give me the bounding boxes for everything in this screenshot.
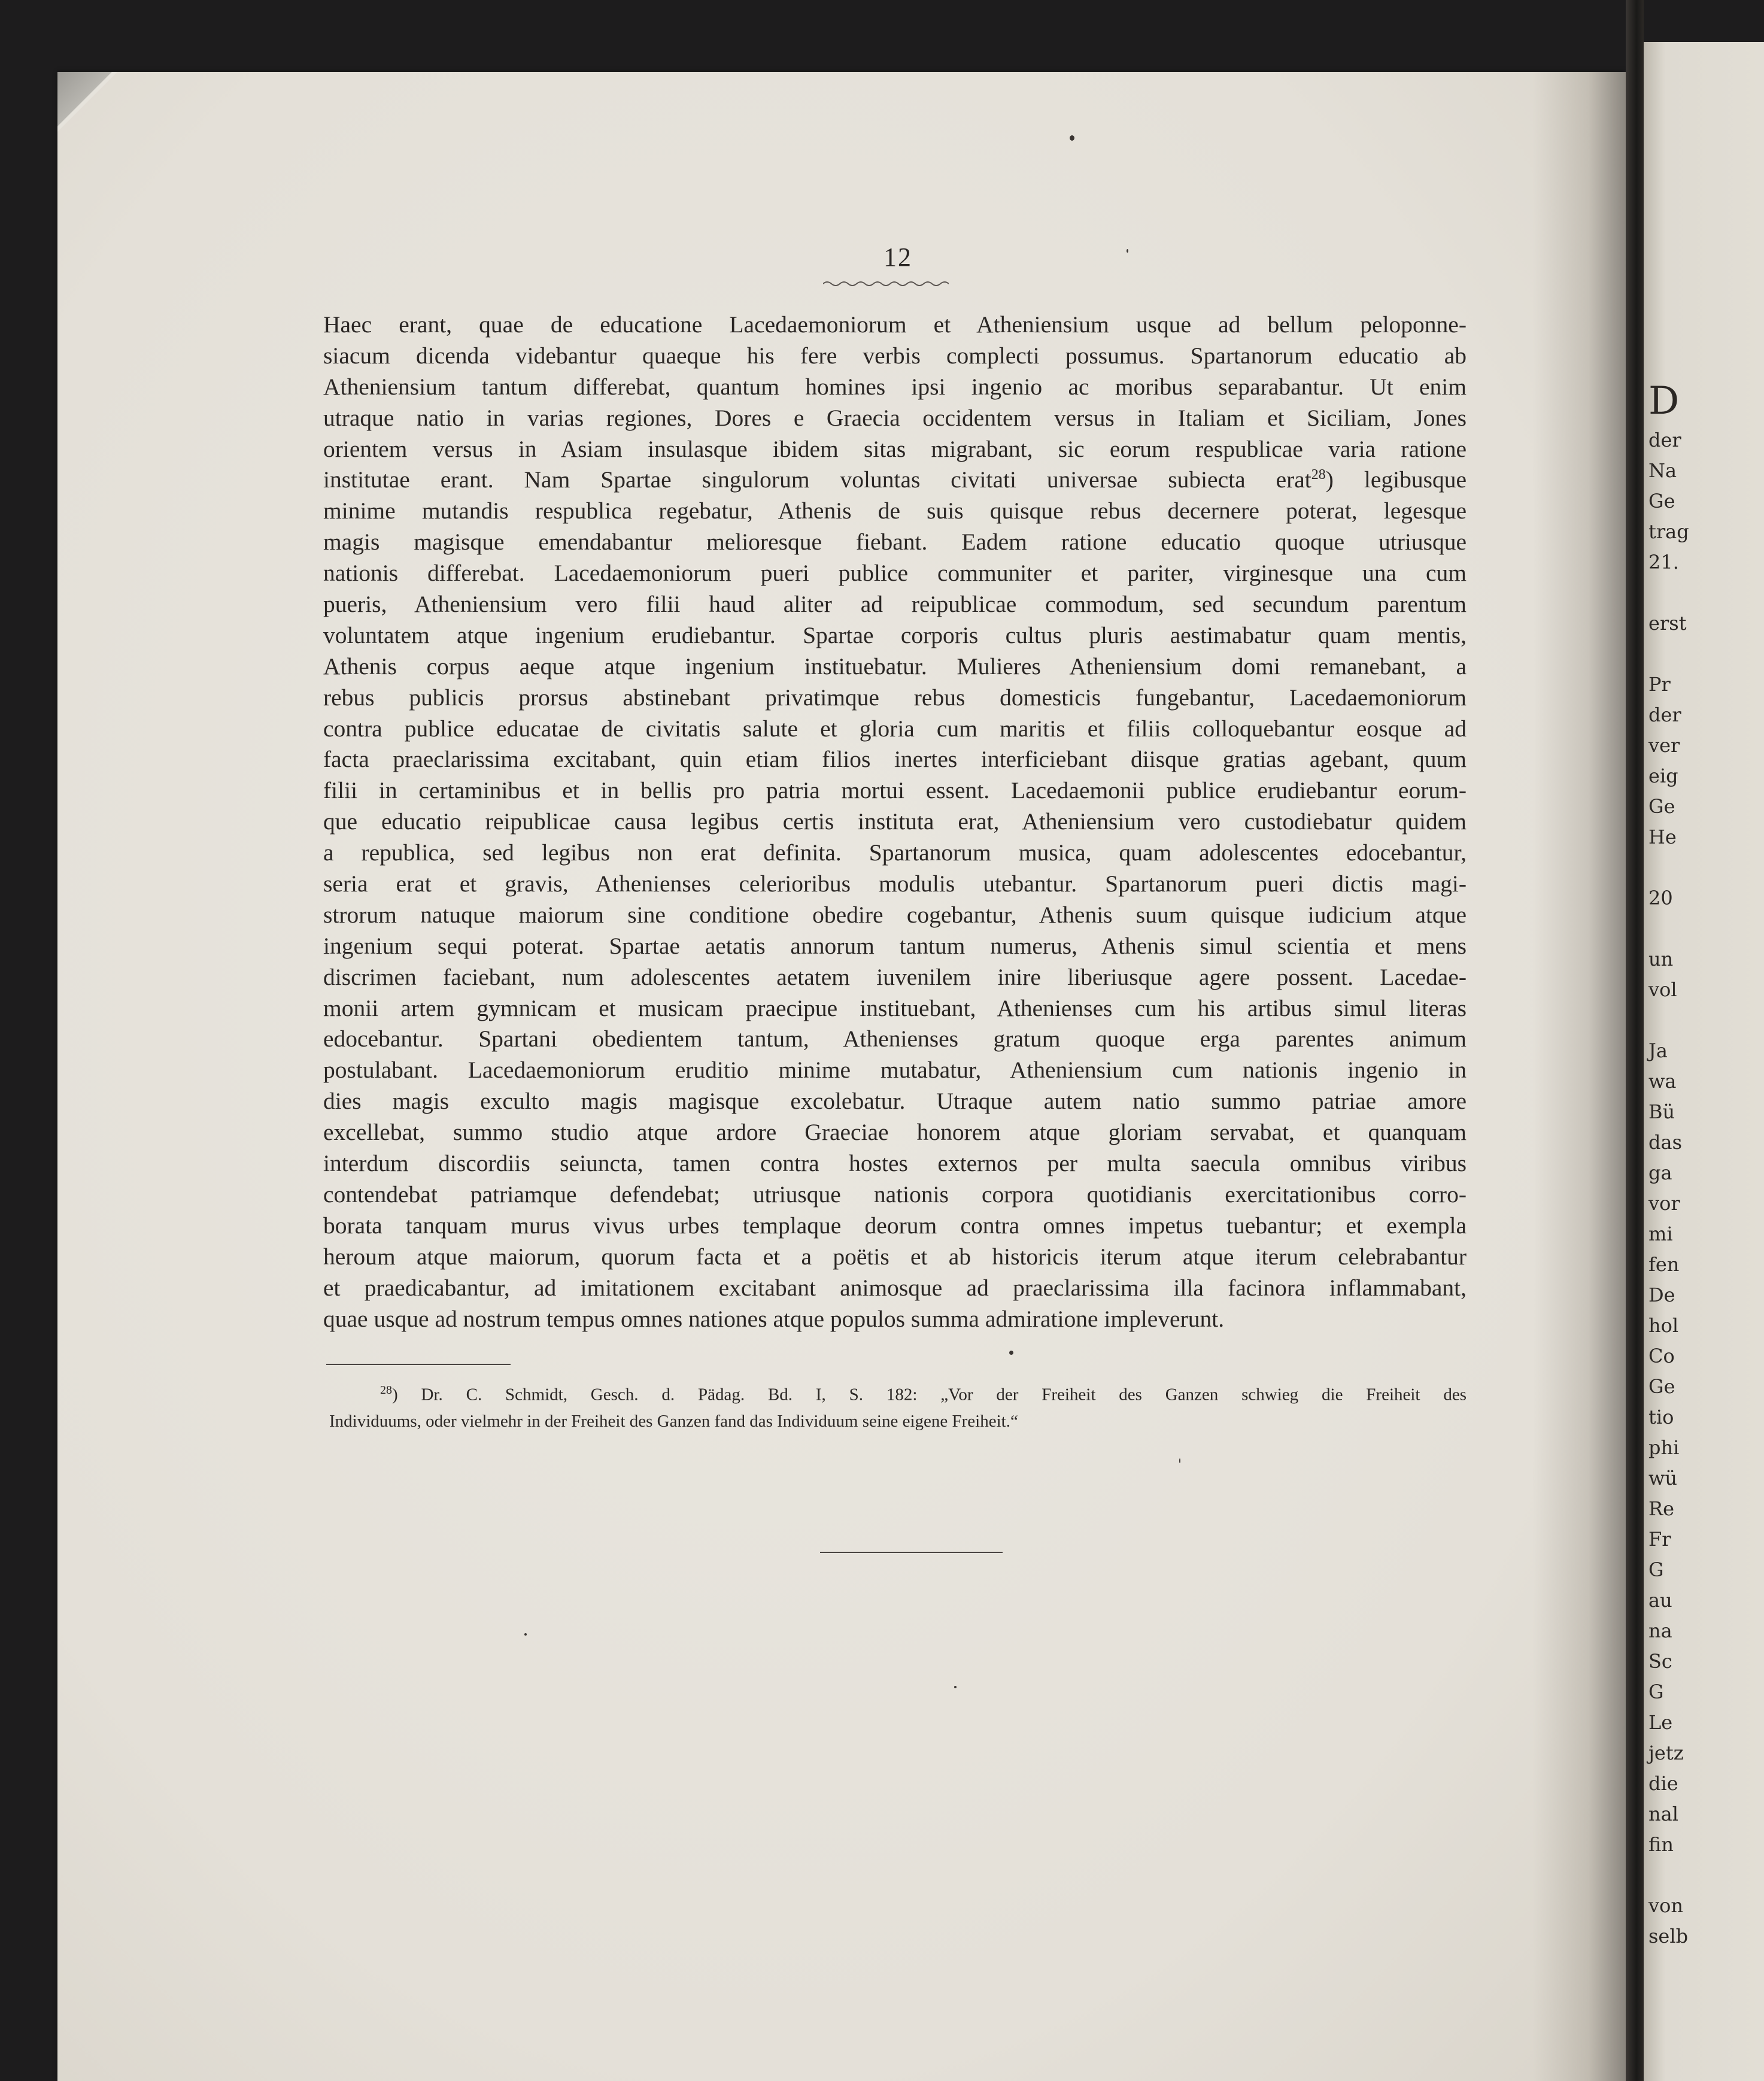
body-line: magis magisque emendabantur melioresque fiebant. Eadem ratione educatio quoque utriusque xyxy=(323,529,1467,556)
adjacent-page-fragment: erst xyxy=(1648,612,1687,635)
body-line: discrimen faciebant, num adolescentes aetatem iuvenilem inire liberiusque agere possent. Lacedae- xyxy=(323,963,1467,990)
body-line: et praedicabantur, ad imitationem excitabant animosque ad praeclarissima illa facinora inflammabant, xyxy=(323,1274,1467,1301)
footnote-marker: 28 xyxy=(380,1384,392,1397)
adjacent-page-fragment: Na xyxy=(1648,459,1677,482)
adjacent-page-fragment xyxy=(1648,914,1684,944)
adjacent-page-fragment: der xyxy=(1648,429,1681,451)
body-line: voluntatem atque ingenium erudiebantur. Spartae corporis cultus pluris aestimabatur quam mentis, xyxy=(323,621,1467,648)
adjacent-page-fragment: G xyxy=(1648,1558,1664,1581)
adjacent-page xyxy=(1644,42,1764,2081)
adjacent-page-fragment: wa xyxy=(1648,1070,1677,1093)
adjacent-page-fragment: von xyxy=(1648,1894,1683,1917)
body-line: strorum natuque maiorum sine conditione obedire cogebantur, Athenis suum quisque iudicium atque xyxy=(323,901,1467,928)
adjacent-page-fragment: die xyxy=(1648,1772,1678,1795)
adjacent-page-fragment: jetz xyxy=(1648,1742,1684,1764)
body-line: seria erat et gravis, Athenienses celerioribus modulis utebantur. Spartanorum pueri dictis magi- xyxy=(323,870,1467,897)
paper-speck xyxy=(1070,135,1074,141)
footnote-line-2: Individuums, oder vielmehr in der Freiheit des Ganzen fand das Individuum seine eigene Freiheit.“ xyxy=(329,1411,1018,1431)
adjacent-page-fragment: phi xyxy=(1648,1436,1680,1459)
adjacent-page-fragment: De xyxy=(1648,1284,1675,1306)
paper-speck xyxy=(1179,1458,1180,1463)
body-line: a republica, sed legibus non erat definita. Spartanorum musica, quam adolescentes edocebantur, xyxy=(323,839,1467,866)
body-line: Athenis corpus aeque atque ingenium instituebatur. Mulieres Atheniensium domi remanebant, a xyxy=(323,653,1467,679)
body-line: utraque natio in varias regiones, Dores e Graecia occidentem versus in Italiam et Siciliam, Jones xyxy=(323,404,1467,431)
body-line: ingenium sequi poterat. Spartae aetatis annorum tantum numerus, Athenis simul scientia et mens xyxy=(323,932,1467,959)
adjacent-page-fragment xyxy=(1648,639,1684,669)
adjacent-page-fragment: nal xyxy=(1648,1803,1678,1825)
adjacent-page-fragment: Fr xyxy=(1648,1528,1671,1551)
adjacent-page-fragment: un xyxy=(1648,948,1674,970)
adjacent-page-fragment: He xyxy=(1648,826,1677,848)
page-number-flourish xyxy=(823,279,949,289)
adjacent-page-fragment: Ja xyxy=(1648,1039,1668,1062)
adjacent-page-fragment: 20 xyxy=(1648,887,1673,909)
adjacent-page-fragment: Re xyxy=(1648,1497,1675,1520)
body-line: Atheniensium tantum differebat, quantum homines ipsi ingenio ac moribus separabantur. Ut enim xyxy=(323,373,1467,400)
adjacent-page-fragment: der xyxy=(1648,703,1681,726)
adjacent-page-fragment: hol xyxy=(1648,1314,1679,1337)
adjacent-page-fragment: Pr xyxy=(1648,673,1671,696)
body-line: filii in certaminibus et in bellis pro patria mortui essent. Lacedaemonii publice erudiebantur eorum- xyxy=(323,777,1467,804)
body-line: edocebantur. Spartani obedientem tantum, Athenienses gratum quoque erga parentes animum xyxy=(323,1026,1467,1052)
body-line: siacum dicenda videbantur quaeque his fere verbis complecti possumus. Spartanorum educatio ab xyxy=(323,342,1467,369)
body-line: borata tanquam murus vivus urbes templaque deorum contra omnes impetus tuebantur; et exempla xyxy=(323,1212,1467,1239)
adjacent-page-fragment xyxy=(1648,1005,1684,1036)
body-line: monii artem gymnicam et musicam praecipue instituebant, Athenienses cum his artibus simul literas xyxy=(323,994,1467,1021)
adjacent-page-fragment: na xyxy=(1648,1619,1672,1642)
body-line: facta praeclarissima excitabant, quin etiam filios inertes interficiebant diisque gratias agebant, quum xyxy=(323,746,1467,773)
adjacent-page-fragment: selb xyxy=(1648,1925,1689,1947)
adjacent-page-fragment: ga xyxy=(1648,1161,1672,1184)
adjacent-page-fragment: Ge xyxy=(1648,795,1675,818)
adjacent-page-fragment: Sc xyxy=(1648,1650,1672,1673)
adjacent-page-fragment: wü xyxy=(1648,1467,1677,1490)
adjacent-page-fragment: fin xyxy=(1648,1833,1674,1856)
body-line: nationis differebat. Lacedaemoniorum pueri publice communiter et pariter, virginesque una cum xyxy=(323,560,1467,587)
paper-speck xyxy=(1009,1351,1013,1355)
body-line: dies magis exculto magis magisque excolebatur. Utraque autem natio summo patriae amore xyxy=(323,1088,1467,1115)
adjacent-page-fragment: trag xyxy=(1648,520,1689,543)
body-text xyxy=(323,310,1467,1334)
adjacent-page-fragment: vol xyxy=(1648,978,1677,1001)
page-number: 12 xyxy=(883,242,912,272)
adjacent-page-text xyxy=(1648,377,1689,1952)
body-line: contra publice educatae de civitatis salute et gloria cum maritis et filiis colloquebantur eosque ad xyxy=(323,715,1467,742)
paper-speck xyxy=(524,1633,527,1636)
body-line: interdum discordiis seiuncta, tamen contra hostes externos per multa saecula omnibus viribus xyxy=(323,1150,1467,1177)
adjacent-page-fragment xyxy=(1648,1860,1684,1891)
adjacent-page-fragment: mi xyxy=(1648,1222,1673,1245)
body-line: heroum atque maiorum, quorum facta et a poëtis et ab historicis iterum atque iterum celebrabantur xyxy=(323,1243,1467,1270)
body-line: rebus publicis prorsus abstinebant privatimque rebus domesticis fungebantur, Lacedaemoniorum xyxy=(323,684,1467,711)
body-line: pueris, Atheniensium vero filii haud aliter ad reipublicae commodum, sed secundum parentum xyxy=(323,591,1467,618)
footnote xyxy=(329,1377,1467,1434)
body-line: postulabant. Lacedaemoniorum eruditio minime mutabatur, Atheniensium cum nationis ingenio in xyxy=(323,1057,1467,1084)
adjacent-page-fragment: Bü xyxy=(1648,1100,1675,1123)
body-line: Haec erant, quae de educatione Lacedaemoniorum et Atheniensium usque ad bellum peloponne- xyxy=(323,311,1467,338)
adjacent-page-fragment xyxy=(1648,853,1684,883)
adjacent-page-fragment: D xyxy=(1648,379,1680,423)
adjacent-page-fragment: tio xyxy=(1648,1406,1674,1428)
body-line: que educatio reipublicae causa legibus certis instituta erat, Atheniensium vero custodiebatur quidem xyxy=(323,808,1467,835)
body-line: institutae erant. Nam Spartae singulorum voluntas civitati universae subiecta erat$^{28}$) legibusque xyxy=(323,466,1467,493)
paper-speck xyxy=(1127,249,1128,253)
adjacent-page-fragment: Co xyxy=(1648,1345,1675,1367)
adjacent-page-fragment: vor xyxy=(1648,1192,1680,1215)
footnote-line-1: $^{28}$) Dr. C. Schmidt, Gesch. d. Pädag. Bd. I, S. 182: „Vor der Freiheit des Ganzen schwieg die Freiheit des xyxy=(380,1384,1467,1404)
body-line: orientem versus in Asiam insulasque ibidem sitas migrabant, sic eorum respublicae varia ratione xyxy=(323,435,1467,462)
body-line: contendebat patriamque defendebat; utriusque nationis corpora quotidianis exercitationibus corro- xyxy=(323,1181,1467,1208)
adjacent-page-fragment: ver xyxy=(1648,734,1680,757)
adjacent-page-fragment: eig xyxy=(1648,765,1678,787)
adjacent-page-fragment: G xyxy=(1648,1680,1664,1703)
adjacent-page-fragment: Ge xyxy=(1648,1375,1675,1398)
adjacent-page-fragment: au xyxy=(1648,1589,1672,1612)
paper-speck xyxy=(954,1686,957,1688)
adjacent-page-fragment: Ge xyxy=(1648,490,1675,512)
footnote-rule xyxy=(326,1364,511,1365)
adjacent-page-fragment: das xyxy=(1648,1131,1682,1154)
book-spine xyxy=(1626,0,1644,2081)
adjacent-page-fragment: Le xyxy=(1648,1711,1673,1734)
body-line: excellebat, summo studio atque ardore Graeciae honorem atque gloriam servabat, et quanquam xyxy=(323,1119,1467,1146)
adjacent-page-fragment: fen xyxy=(1648,1253,1680,1276)
body-line: minime mutandis respublica regebatur, Athenis de suis quisque rebus decernere poterat, legesque xyxy=(323,498,1467,524)
adjacent-page-fragment: 21. xyxy=(1648,551,1679,574)
footnote-reference: 28 xyxy=(1311,467,1326,483)
adjacent-page-fragment xyxy=(1648,578,1684,608)
end-rule xyxy=(820,1552,1003,1553)
page-gutter-shadow xyxy=(1532,72,1626,2081)
body-line: quae usque ad nostrum tempus omnes nationes atque populos summa admiratione impleverunt. xyxy=(323,1305,1225,1332)
